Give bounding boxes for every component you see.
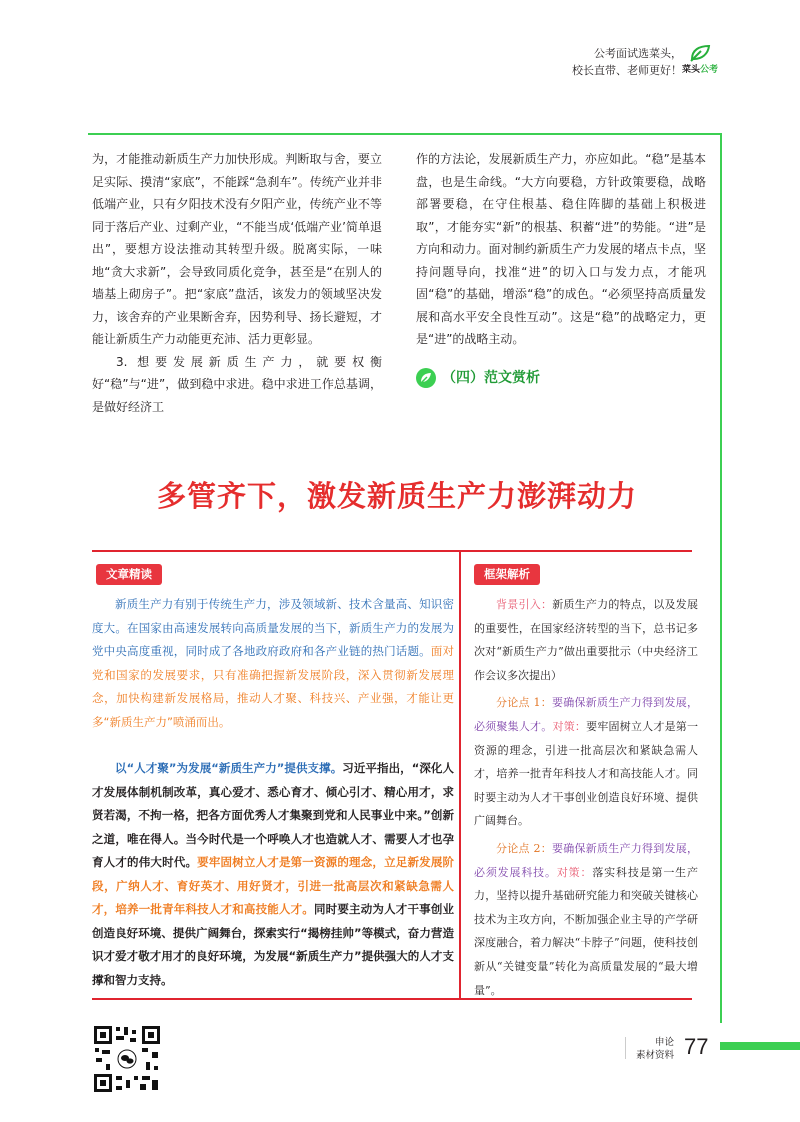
right-paragraph-1: 作的方法论，发展新质生产力，亦应如此。“稳”是基本盘，也是生命线。“大方向要稳，方针政策要稳，战略部署要稳，在守住根基、稳住阵脚的基础上积极进取”，才能夯实“新”的根基、积蓄“进”的势能。“进”是方向和动力。面对制约新质生产力发展的堵点卡点，坚持问题导向，找准“进”的切入口与发力点，才能巩固“稳”的基础，增添“稳”的成色。“必须坚持高质量发展和高水平安全良性互动”。这是“稳”的战略定力，更是“进”的战略主动。	[416, 152, 706, 346]
logo-text	[680, 62, 720, 75]
article-title: 多管齐下，激发新质生产力澎湃动力	[156, 479, 637, 513]
logo-text-accent: 公考	[700, 65, 719, 75]
slogan-line-1: 公考面试选菜头，	[594, 47, 682, 60]
page-number: 77	[684, 1034, 709, 1059]
point1-strategy-label: 对策：	[552, 719, 587, 733]
green-top-rule	[88, 133, 722, 135]
footer-label	[622, 1036, 674, 1062]
intro-blue-text: 新质生产力有别于传统生产力，涉及领域新、技术含量高、知识密度大。在国家由高速发展转向高质量发展的当下，新质生产力的发展为党中央高度重视，同时成了各地政府政府和各产业链的热门话题。	[92, 597, 454, 658]
brand-slogan	[572, 45, 682, 79]
paragraph-gap	[92, 734, 454, 757]
point1-measures: 要牢固树立人才是第一资源的理念，立足新发展阶段，广纳人才、育好英才、用好贤才，引进一批高层次和紧缺急需人才，培养一批青年科技人才和高技能人才。	[92, 855, 455, 916]
framework-point-2	[474, 837, 698, 1002]
red-box-top-border	[92, 550, 692, 552]
point2-strategy-text: 落实科技是第一生产力，坚持以提升基础研究能力和突破关键核心技术为主攻方向，不断加强企业主导的产学研深度融合，着力解决“卡脖子”问题，使科技创新从“关键变量”转化为高质量发展的“最大增量”。	[474, 865, 699, 997]
framework-background	[474, 593, 698, 687]
tag-article-reading: 文章精读	[96, 564, 162, 585]
point1-closing: 同时要主动为人才干事创业创造良好环境、提供广阔舞台，探索实行“揭榜挂帅”等模式，奋力营造识才爱才敬才用才的良好环境，为发展“新质生产力”提供强大的人才支撑和智力支持。	[92, 902, 454, 987]
article-paragraph-1	[92, 593, 454, 734]
right-column	[416, 148, 706, 389]
point2-label: 分论点 2：	[496, 841, 552, 855]
point1-heading: 以“人才聚”为发展“新质生产力”提供支撑。	[115, 761, 343, 775]
section-heading	[416, 367, 706, 390]
point1-claim: 要确保新质生产力得到发展，必须聚集人才。	[474, 696, 698, 733]
background-text: 新质生产力的特点，以及发展的重要性，在国家经济转型的当下，总书记多次对“新质生产力”做出重要批示（中央经济工作会议多次提出）	[474, 598, 699, 682]
point1-label: 分论点 1：	[496, 696, 552, 710]
leaf-circle-icon	[416, 368, 436, 388]
point1-strategy-text: 要牢固树立人才是第一资源的理念，引进一批高层次和紧缺急需人才，培养一批青年科技人才和高技能人才。同时要主动为人才干事创业创造良好环境、提供广阔舞台。	[474, 719, 699, 828]
left-paragraph-2: 3. 想要发展新质生产力，就要权衡好“稳”与“进”，做到稳中求进。稳中求进工作总基调，是做好经济工	[92, 354, 382, 414]
background-label: 背景引入：	[496, 598, 553, 611]
article-reading-text	[92, 593, 454, 992]
slogan-line-2: 校长直带、老师更好！	[572, 64, 682, 77]
intro-orange-text: 面对党和国家的发展要求，只有准确把握新发展阶段，深入贯彻新发展理念，加快构建新发展格局，推动人才聚、科技兴、产业强，才能让更多“新质生产力”喷涌而出。	[92, 644, 455, 729]
footer-label-line-1: 申论	[654, 1037, 674, 1048]
section-heading-text: （四）范文赏析	[442, 369, 540, 386]
brand-logo	[680, 44, 720, 75]
point2-claim: 要确保新质生产力得到发展，必须发展科技。	[474, 841, 698, 879]
left-paragraph-1: 为，才能推动新质生产力加快形成。判断取与舍，要立足实际、摸清“家底”，不能踩“急刹车”。传统产业并非低端产业，只有夕阳技术没有夕阳产业，传统产业不等同于落后产业、过剩产业，“不能当成‘低端产业’简单退出”，要想方设法推动其转型升级。脱离实际，一味地“贪大求新”，会导致同质化竞争，甚至是“在别人的墙基上砌房子”。把“家底”盘活，该发力的领域坚决发力，该舍弃的产业果断舍弃，因势利导、扬长避短，才能让新质生产力动能更充沛、活力更彰显。	[92, 152, 382, 346]
point1-quote: 习近平指出，“深化人才发展体制机制改革，真心爱才、悉心育才、倾心引才、精心用才，求贤若渴，不拘一格，把各方面优秀人才集聚到党和人民事业中来。”创新之道，唯在得人。当今时代是一个呼唤人才也造就人才、需要人才也孕育人才的伟大时代。	[92, 761, 454, 869]
framework-analysis-text	[474, 593, 698, 1002]
logo-text-main: 菜头	[681, 65, 700, 75]
leaf-logo-icon	[689, 44, 711, 62]
article-paragraph-2	[92, 757, 454, 992]
red-box-divider	[459, 550, 461, 1000]
point2-strategy-label: 对策：	[556, 865, 593, 879]
qr-code-icon	[92, 1024, 162, 1094]
tag-framework-analysis: 框架解析	[474, 564, 540, 585]
green-footer-tab	[720, 1042, 800, 1050]
left-column	[92, 148, 382, 418]
green-right-rule	[720, 133, 722, 1023]
footer-label-line-2: 素材资料	[635, 1050, 674, 1061]
framework-point-1	[474, 691, 698, 833]
